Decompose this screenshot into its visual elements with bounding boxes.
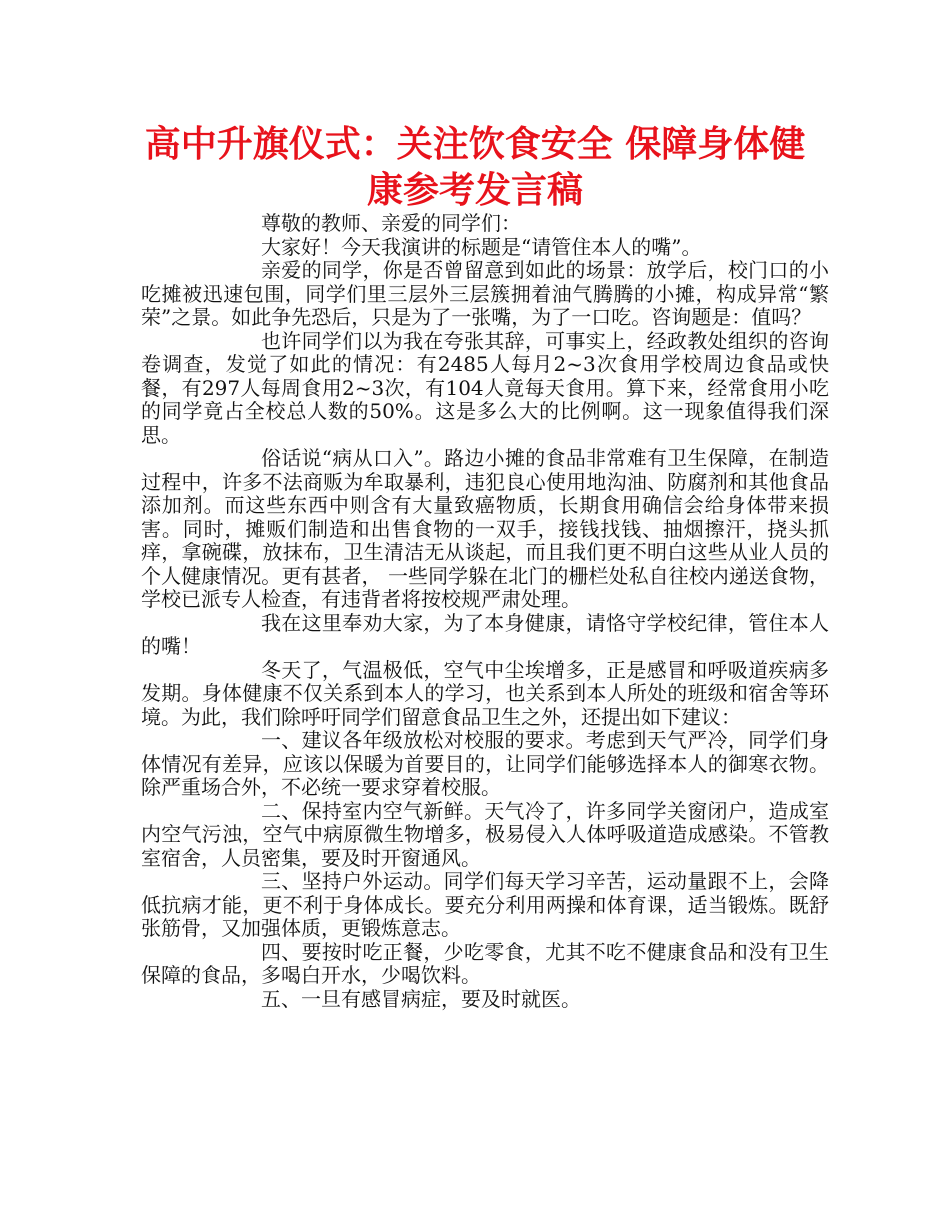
- paragraph: 一、建议各年级放松对校服的要求。考虑到天气严冷，同学们身体情况有差异，应该以保暖为首要目的，让同学们能够选择本人的御寒衣物。除严重场合外，不必统一要求穿着校服。: [141, 728, 829, 799]
- paragraph: 尊敬的教师、亲爱的同学们：: [261, 211, 521, 235]
- paragraph: 二、保持室内空气新鲜。天气冷了，许多同学关窗闭户，造成室内空气污浊，空气中病原微生物增多，极易侵入人体呼吸道造成感染。不管教室宿舍，人员密集，要及时开窗通风。: [141, 798, 829, 870]
- paragraph: 也许同学们以为我在夸张其辞，可事实上，经政教处组织的咨询卷调查，发觉了如此的情况：有2485人每月2~3次食用学校周边食品或快餐，有297人每周食用2~3次，有104人竟每天食用。算下来，经常食用小吃的同学竟占全校总人数的50%。这是多么大的比例啊。这一现象值得我们深思。: [141, 328, 829, 447]
- paragraph: 我在这里奉劝大家，为了本身健康，请恪守学校纪律，管住本人的嘴！: [141, 610, 829, 658]
- paragraph: 俗话说“病从口入”。路边小摊的食品非常难有卫生保障，在制造过程中，许多不法商贩为牟取暴利，违犯良心使用地沟油、防腐剂和其他食品添加剂。而这些东西中则含有大量致癌物质，长期食用确信会给身体带来损害。同时，摊贩们制造和出售食物的一双手，接钱找钱、抽烟擦汗，挠头抓痒，拿碗碟，放抹布，卫生清洁无从谈起，而且我们更不明白这些从业人员的个人健康情况。更有甚者， 一些同学躲在北门的栅栏处私自往校内递送食物，学校已派专人检查，有违背者将按校规严肃处理。: [141, 446, 829, 611]
- document-body: [141, 212, 829, 1011]
- document-title: 高中升旗仪式：关注饮食安全 保障身体健康参考发言稿: [144, 124, 806, 211]
- paragraph: 冬天了，气温极低，空气中尘埃增多，正是感冒和呼吸道疾病多发期。身体健康不仅关系到本人的学习，也关系到本人所处的班级和宿舍等环境。为此，我们除呼吁同学们留意食品卫生之外，还提出如下建议：: [141, 657, 829, 729]
- paragraph: 大家好！今天我演讲的标题是“请管住本人的嘴”。: [261, 234, 702, 259]
- paragraph: 四、要按时吃正餐，少吃零食，尤其不吃不健康食品和没有卫生保障的食品，多喝白开水，少喝饮料。: [141, 939, 829, 987]
- paragraph: 五、一旦有感冒病症，要及时就医。: [261, 986, 581, 1011]
- paragraph: 亲爱的同学，你是否曾留意到如此的场景：放学后，校门口的小吃摊被迅速包围，同学们里三层外三层簇拥着油气腾腾的小摊，构成异常“繁荣”之景。如此争先恐后，只是为了一张嘴，为了一口吃。咨询题是：值吗？: [141, 258, 829, 329]
- paragraph: 三、坚持户外运动。同学们每天学习辛苦，运动量跟不上，会降低抗病才能，更不利于身体成长。要充分利用两操和体育课，适当锻炼。既舒张筋骨，又加强体质，更锻炼意志。: [141, 869, 829, 940]
